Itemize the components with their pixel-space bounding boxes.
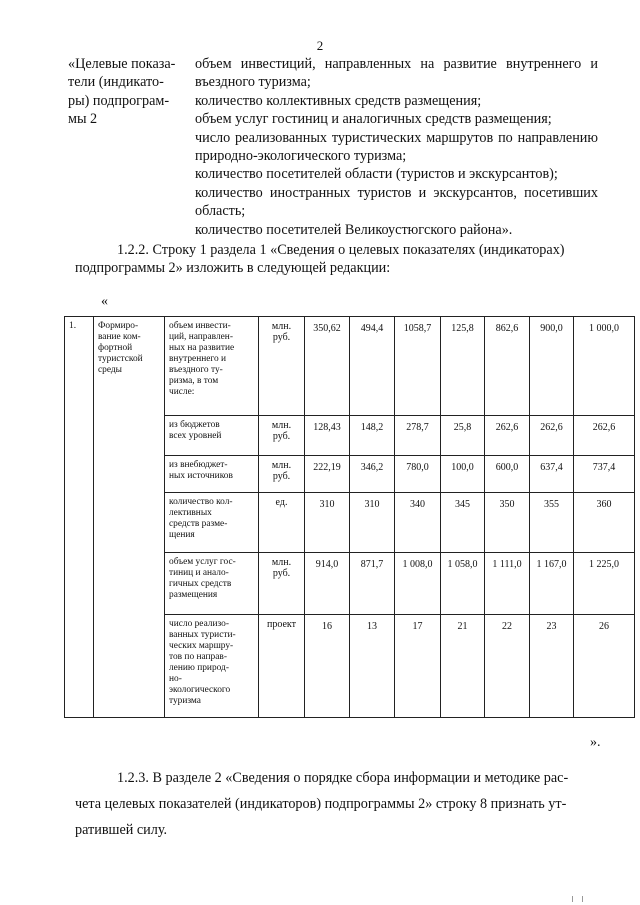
scan-mark	[582, 896, 583, 902]
unit-cell: ед.	[259, 493, 305, 553]
indicator-item: объем услуг гостиниц и аналогичных средств размещения;	[195, 111, 552, 128]
value-cell: 17	[395, 615, 441, 718]
paragraph-1-2-3	[75, 765, 605, 843]
value-cell: 262,6	[574, 416, 635, 456]
value-cell: 125,8	[441, 317, 485, 416]
indicator-name-cell: количество кол- лективных средств разме- щения	[165, 493, 259, 553]
value-cell: 340	[395, 493, 441, 553]
value-cell: 278,7	[395, 416, 441, 456]
value-cell: 26	[574, 615, 635, 718]
paragraph-line: ратившей силу.	[75, 822, 168, 838]
scan-mark	[572, 896, 573, 902]
indicator-item: объем инвестиций, направленных на развитие внутреннего и въездного туризма;	[195, 56, 598, 91]
value-cell: 262,6	[530, 416, 574, 456]
value-cell: 16	[305, 615, 350, 718]
value-cell: 737,4	[574, 456, 635, 493]
value-cell: 25,8	[441, 416, 485, 456]
value-cell: 345	[441, 493, 485, 553]
indicator-name-cell: из внебюджет- ных источников	[165, 456, 259, 493]
table-row	[65, 317, 635, 416]
indicator-item: количество коллективных средств размещения;	[195, 92, 482, 109]
indicator-item: количество посетителей Великоустюгского района».	[195, 221, 513, 238]
closing-quote: ».	[590, 735, 601, 750]
indicator-item: количество посетителей области (туристов и экскурсантов);	[195, 166, 558, 183]
value-cell: 1 167,0	[530, 553, 574, 615]
value-cell: 900,0	[530, 317, 574, 416]
section-name-cell: Формиро- вание ком- фортной туристской среды	[94, 317, 165, 718]
indicator-name-cell: объем услуг гос- тиниц и анало- гичных средств размещения	[165, 553, 259, 615]
opening-quote: «	[101, 294, 108, 309]
value-cell: 100,0	[441, 456, 485, 493]
value-cell: 310	[305, 493, 350, 553]
page-number: 2	[316, 38, 324, 53]
value-cell: 1 008,0	[395, 553, 441, 615]
value-cell: 862,6	[485, 317, 530, 416]
value-cell: 1 111,0	[485, 553, 530, 615]
value-cell: 346,2	[350, 456, 395, 493]
paragraph-line: 1.2.2. Строку 1 раздела 1 «Сведения о целевых показателях (индикаторах)	[117, 242, 565, 258]
unit-cell: проект	[259, 615, 305, 718]
value-cell: 1 225,0	[574, 553, 635, 615]
value-cell: 350	[485, 493, 530, 553]
value-cell: 600,0	[485, 456, 530, 493]
value-cell: 355	[530, 493, 574, 553]
value-cell: 494,4	[350, 317, 395, 416]
indicators-table	[64, 316, 635, 718]
row-number-cell: 1.	[65, 317, 94, 718]
value-cell: 360	[574, 493, 635, 553]
indicator-item: количество иностранных туристов и экскурсантов, посетивших область;	[195, 184, 598, 220]
value-cell: 23	[530, 615, 574, 718]
value-cell: 148,2	[350, 416, 395, 456]
value-cell: 222,19	[305, 456, 350, 493]
unit-cell: млн. руб.	[259, 317, 305, 416]
value-cell: 350,62	[305, 317, 350, 416]
indicator-name-cell: из бюджетов всех уровней	[165, 416, 259, 456]
value-cell: 310	[350, 493, 395, 553]
value-cell: 871,7	[350, 553, 395, 615]
value-cell: 13	[350, 615, 395, 718]
value-cell: 1058,7	[395, 317, 441, 416]
indicators-label: «Целевые показа- тели (индикато- ры) подпрограм- мы 2	[68, 56, 176, 128]
value-cell: 22	[485, 615, 530, 718]
indicator-name-cell: число реализо- ванных туристи- ческих маршру- тов по направ- лению природ- но- экологического туризма	[165, 615, 259, 718]
value-cell: 128,43	[305, 416, 350, 456]
value-cell: 1 000,0	[574, 317, 635, 416]
paragraph-line: 1.2.3. В разделе 2 «Сведения о порядке сбора информации и методике рас-	[117, 770, 569, 786]
unit-cell: млн. руб.	[259, 553, 305, 615]
unit-cell: млн. руб.	[259, 416, 305, 456]
paragraph-line: чета целевых показателей (индикаторов) подпрограммы 2» строку 8 признать ут-	[75, 796, 567, 812]
indicator-item: число реализованных туристических маршрутов по направлению природно-экологического туризма;	[195, 129, 598, 165]
value-cell: 914,0	[305, 553, 350, 615]
indicators-list	[195, 55, 598, 239]
value-cell: 1 058,0	[441, 553, 485, 615]
value-cell: 780,0	[395, 456, 441, 493]
paragraph-1-2-2	[75, 241, 605, 277]
unit-cell: млн. руб.	[259, 456, 305, 493]
value-cell: 637,4	[530, 456, 574, 493]
paragraph-line: подпрограммы 2» изложить в следующей редакции:	[75, 260, 391, 276]
value-cell: 262,6	[485, 416, 530, 456]
value-cell: 21	[441, 615, 485, 718]
indicator-name-cell: объем инвести- ций, направлен- ных на развитие внутреннего и въездного ту- ризма, в том числе:	[165, 317, 259, 416]
